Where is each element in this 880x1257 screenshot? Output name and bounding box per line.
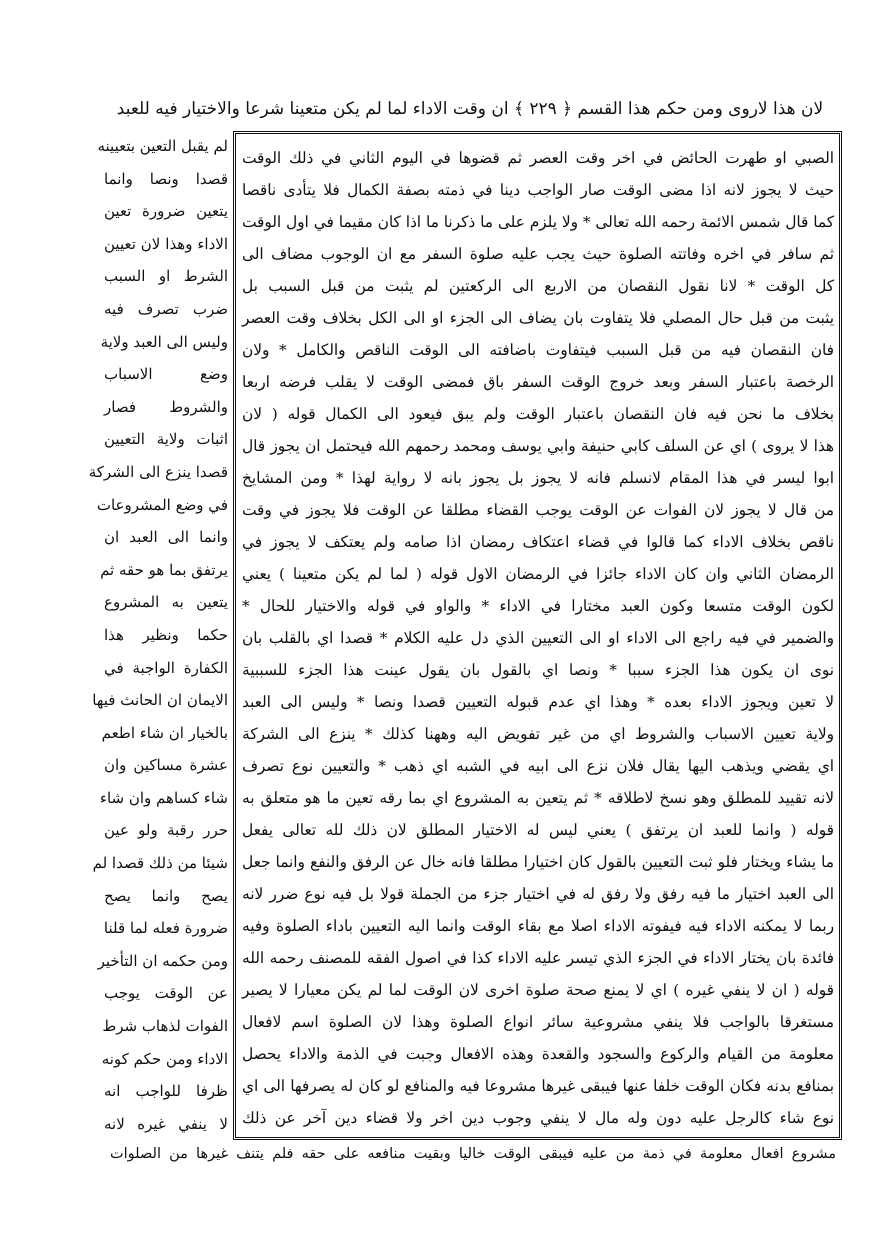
- margin-text-line: قصدا ونصا وانما: [104, 169, 228, 188]
- main-text-line: الرمضان الثاني وان كان الاداء جائزا في الرمضان الاول قوله ( لما لم يكن متعينا ) يعني: [242, 565, 834, 583]
- margin-text-line: وانما الى العبد ان: [104, 528, 228, 547]
- margin-text-line: الاداء وهذا لان تعيين: [104, 234, 228, 253]
- running-header: لان هذا لاروى ومن حكم هذا القسم ﴿ ٢٢٩ ﴾ ان وقت الاداء لما لم يكن متعينا شرعا والاختيار فيه للعبد: [116, 99, 824, 119]
- margin-text-line: بالخيار ان شاء اطعم: [101, 723, 228, 742]
- main-text-line: فان النقصان فيه من قبل السبب فيتفاوت باضافته الى الوقت الناقص والكامل * ولان: [242, 341, 834, 359]
- margin-text-line: والشروط فصار: [104, 397, 228, 416]
- margin-text-line: الايمان ان الحانث فيها: [92, 691, 228, 710]
- margin-text-line: حكما ونظير هذا: [104, 625, 228, 644]
- margin-commentary: [88, 130, 228, 1140]
- main-text-line: نوع شاء كالرجل عليه دون وله مال لا ينفي وجوب دين اخر ولا قضاء دين آخر عن ذلك: [242, 1109, 834, 1127]
- margin-text-line: وليس الى العبد ولاية: [100, 332, 228, 351]
- margin-text-line: لا ينفي غيره لانه: [104, 1114, 228, 1133]
- margin-text-line: يصح وانما يصح: [104, 886, 228, 905]
- main-text-line: الصبي او طهرت الحائض في اخر وقت العصر ثم قضوها في اليوم الثاني في ذلك الوقت: [242, 149, 834, 167]
- margin-text-line: ظرفا للواجب انه: [104, 1082, 228, 1101]
- margin-text-line: الاداء ومن حكم كونه: [101, 1049, 228, 1068]
- main-text-line: قوله ( وانما للعبد ان يرتفق ) يعني ليس له الاختيار المطلق لان ذلك لله تعالى يفعل: [242, 821, 834, 839]
- main-text-line: يثبت من قبل حال المصلي فلا يتفاوت بان يضاف الى الجزء او الى الكل بخلاف وقت العصر: [242, 309, 834, 327]
- margin-text-line: قصدا ينزع الى الشركة: [88, 462, 228, 481]
- main-text-line: كل الوقت * لانا نقول النقصان من الاربع الى الركعتين لم يثبت من قبل السبب بل: [242, 277, 834, 295]
- margin-text-line: حرر رقبة ولو عين: [104, 821, 228, 840]
- main-text-line: لا تعين ويجوز الاداء بعده * وهذا اي عدم قبوله التعيين قصدا ونصا * وليس الى العبد: [242, 693, 834, 711]
- margin-text-line: شاء كساهم وان شاء: [99, 788, 228, 807]
- main-text-line: حيث لا يجوز لانه اذا مضى الوقت صار الواجب دينا في ذمته بصفة الكمال فلا يتأدى ناقصا: [242, 181, 834, 199]
- main-text-line: ربما لا يمكنه الاداء فيه فيفوته الاداء اصلا مع بقاء الوقت وانما اليه التعيين باداء الصلوة وفيه: [242, 917, 834, 935]
- margin-text-line: ضرب تصرف فيه: [104, 299, 228, 318]
- main-text-line: والضمير في فيه راجع الى الاداء او الى التعيين الذي دل عليه الكلام * قصدا اي بالقلب بان: [242, 629, 834, 647]
- main-text-line: من قال لا يجوز لان الفوات عن الوقت يوجب القضاء مطلقا عن الوقت فلا يجوز في وقت: [242, 501, 834, 519]
- margin-text-line: وضع الاسباب: [104, 365, 228, 384]
- margin-text-line: يتعين ضرورة تعين: [104, 202, 228, 221]
- main-text-line: قوله ( ان لا ينفي غيره ) اي لا يمنع صحة صلوة اخرى لان الوقت لما لم يكن معيارا لا يصير: [242, 981, 834, 999]
- margin-text-line: ومن حكمه ان التأخير: [97, 951, 228, 970]
- main-text-line: ناقص بخلاف الاداء كما قالوا في قضاء اعتكاف رمضان اذا صامه ولم يعتكف لا يجوز في: [242, 533, 834, 551]
- main-text-line: اي يقضي ويذهب اليها يقال فلان نزع الى ابيه في الشبه اي ذهب * والتعيين نوع تصرف: [242, 757, 834, 775]
- main-text-line: بخلاف ما نحن فيه فان النقصان باعتبار الوقت ولم يبق فيعود الى الكمال قوله ( لان: [242, 405, 834, 423]
- main-text-line: مستغرقا بالواجب فلا ينفي مشروعية سائر انواع الصلوة وهذا لان الصلوة اسم لافعال: [242, 1013, 834, 1031]
- footer-line: مشروع افعال معلومة في ذمة من عليه فيبقى الوقت خاليا وبقيت منافعه على حقه فلم يتنف غيرها من الصلوات: [110, 1146, 836, 1162]
- margin-text-line: اثبات ولاية التعيين: [104, 430, 228, 449]
- main-commentary: [242, 142, 834, 1132]
- margin-text-line: عشرة مساكين وان: [104, 756, 228, 775]
- margin-text-line: يرتفق بما هو حقه ثم: [100, 560, 228, 579]
- margin-text-line: الشرط او السبب: [104, 267, 228, 286]
- margin-text-line: الفوات لذهاب شرط: [102, 1017, 228, 1036]
- margin-text-line: يتعين به المشروع: [104, 593, 228, 612]
- margin-text-line: في وضع المشروعات: [96, 495, 228, 514]
- main-text-line: لانه تقييد للمطلق وهو نسخ لاطلاقه * ثم يتعين به المشروع اي بما رقه تعين ما هو متعلق به: [242, 789, 834, 807]
- main-text-line: معلومة من القيام والركوع والسجود والقعدة وهذه الافعال وجبت في الذمة والاداء يحصل: [242, 1045, 834, 1063]
- main-text-line: ابوا ليسر في هذا المقام لانسلم فانه لا يجوز بل يجوز بانه لا رواية لهذا * ومن المشايخ: [242, 469, 834, 487]
- margin-text-line: شيئا من ذلك قصدا لم: [92, 854, 228, 873]
- margin-text-line: ضرورة فعله لما قلنا: [103, 919, 228, 938]
- main-text-line: الرخصة باعتبار السفر وبعد خروج الوقت السفر باق فمضى الوقت لا يقلب فرضه اربعا: [242, 373, 834, 391]
- main-text-line: نوى ان يكون هذا الجزء سببا * ونصا اي بالقول بان يقول عينت هذا الجزء للسببية: [242, 661, 834, 679]
- main-text-line: هذا لا يروى ) اي عن السلف كابي حنيفة وابي يوسف ومحمد رحمهم الله فيحتمل ان يجوز قال: [242, 437, 834, 455]
- margin-text-line: عن الوقت يوجب: [104, 984, 228, 1003]
- main-text-line: بمنافع بدنه فكان الوقت خلفا عنها فيبقى غيرها مشروعا فيه والمنافع لو كان له يصرفها الى اي: [242, 1077, 834, 1095]
- main-text-line: ولاية تعيين الاسباب والشروط اي من غير تفويض اليه وههنا كذلك * ينزع الى الشركة: [242, 725, 834, 743]
- main-text-line: الى العبد اختيار ما فيه رفق ولا رفق له في اختيار جزء من الجملة قولا بل فيه نوع ضرر لانه: [242, 885, 834, 903]
- main-text-line: لكون الوقت متسعا وكون العبد مختارا في الاداء * والواو في قوله والاختيار للحال *: [242, 597, 834, 615]
- margin-text-line: لم يقبل التعين بتعيينه: [97, 137, 228, 155]
- main-text-line: ما يشاء ويختار فلو ثبت التعيين بالقول كان اختيارا مطلقا فانه خال عن الرفق والنفع وانما جعل: [242, 853, 834, 871]
- main-text-line: ثم سافر في اخره وفاتته الصلوة حيث يجب عليه صلوة السفر مع ان الوجوب مضاف الى: [242, 245, 834, 263]
- main-text-line: فائدة بان يختار الاداء في الجزء الذي تيسر عليه الاداء كذا في اصول الفقه للمصنف رحمه الله: [242, 949, 834, 967]
- margin-text-line: الكفارة الواجبة في: [104, 658, 228, 677]
- main-text-line: كما قال شمس الائمة رحمه الله تعالى * ولا يلزم على ما ذكرنا ما اذا كان مقيما في اول الوقت: [242, 213, 834, 231]
